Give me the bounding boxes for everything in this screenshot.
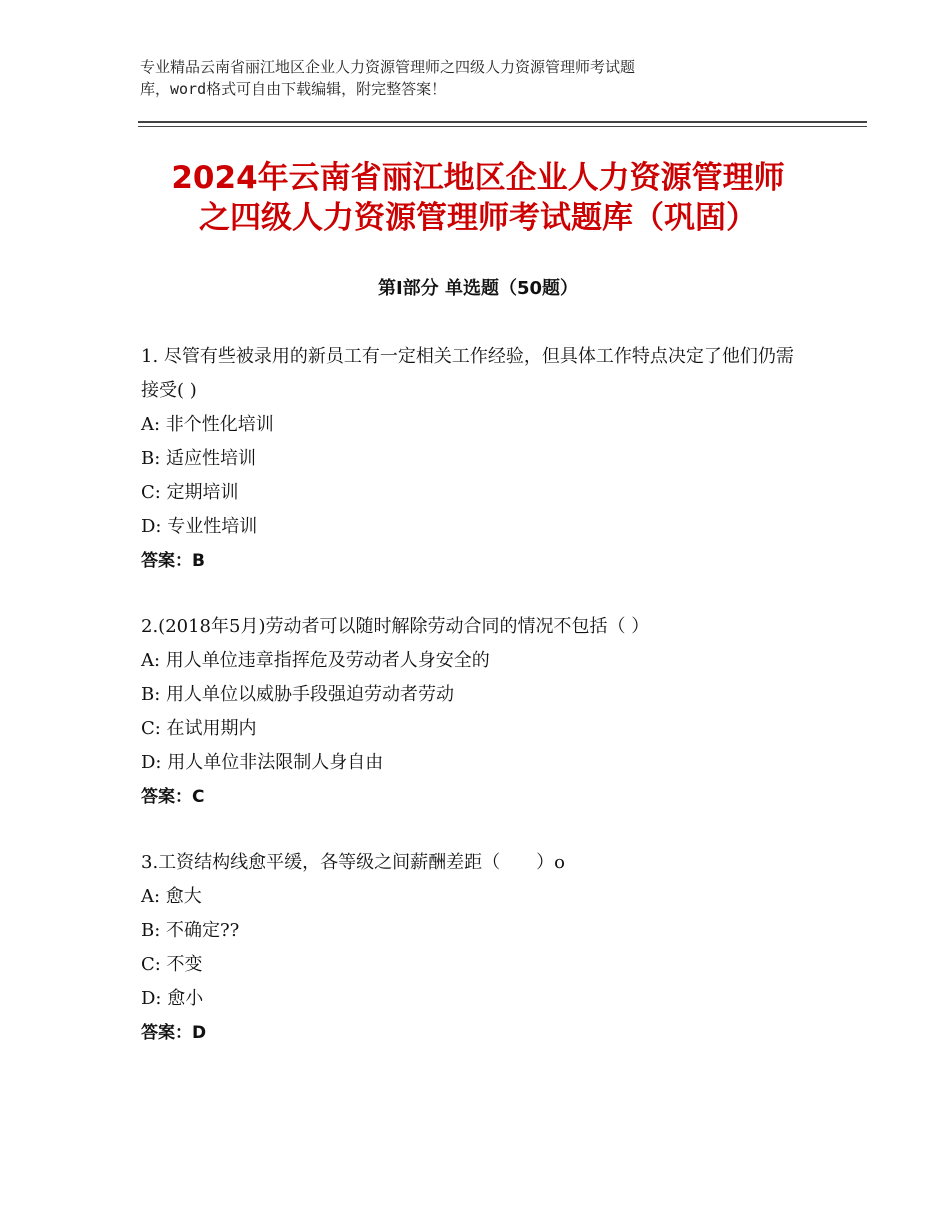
header-line-1: 专业精品云南省丽江地区企业人力资源管理师之四级人力资源管理师考试题	[140, 58, 636, 76]
page-header	[140, 56, 800, 100]
question-list	[141, 340, 811, 1082]
option-b: B: 适应性培训	[141, 448, 257, 469]
option-a: A: 用人单位违章指挥危及劳动者人身安全的	[141, 650, 490, 671]
option-d: D: 专业性培训	[141, 516, 258, 537]
option-c: C: 在试用期内	[141, 718, 257, 739]
answer-label: 答案：D	[141, 1023, 207, 1043]
answer-label: 答案：B	[141, 551, 205, 571]
option-a: A: 非个性化培训	[141, 414, 274, 435]
option-c: C: 定期培训	[141, 482, 239, 503]
answer-label: 答案：C	[141, 787, 205, 807]
title-line-1: 2024年云南省丽江地区企业人力资源管理师	[171, 160, 785, 196]
option-d: D: 愈小	[141, 988, 204, 1009]
question-1	[141, 340, 811, 578]
question-3	[141, 846, 811, 1050]
section-title: 第Ⅰ部分 单选题（50题）	[377, 278, 578, 299]
option-b: B: 用人单位以威胁手段强迫劳动者劳动	[141, 684, 455, 705]
question-stem: 3.工资结构线愈平缓，各等级之间薪酬差距（ ）o	[141, 852, 566, 873]
header-rule-thin	[138, 126, 867, 127]
option-d: D: 用人单位非法限制人身自由	[141, 752, 384, 773]
question-stem: 1. 尽管有些被录用的新员工有一定相关工作经验，但具体工作特点决定了他们仍需接受( )	[141, 346, 794, 401]
question-2	[141, 610, 811, 814]
question-stem: 2.(2018年5月)劳动者可以随时解除劳动合同的情况不包括（ ）	[141, 616, 650, 637]
option-c: C: 不变	[141, 954, 203, 975]
option-b: B: 不确定??	[141, 920, 240, 941]
title-line-2: 之四级人力资源管理师考试题库（巩固）	[199, 200, 757, 236]
header-line-2: 库，word格式可自由下载编辑，附完整答案！	[140, 80, 447, 98]
header-rule-thick	[138, 121, 867, 123]
option-a: A: 愈大	[141, 886, 202, 907]
document-title	[138, 158, 818, 238]
